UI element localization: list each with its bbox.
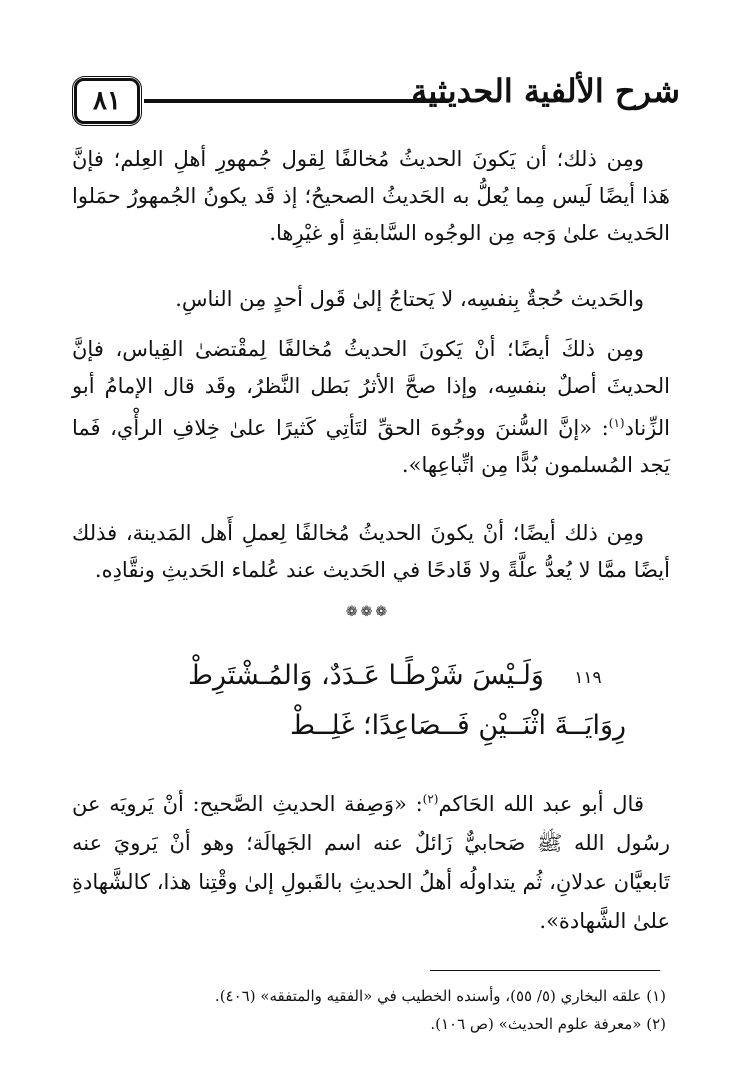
paragraph-hakim-text-b: : «وَصِفة الحديثِ الصَّحيح: أنْ يَرويَه عن رسُول الله ﷺ صَحابيٌّ زَائلٌ عنه اسم الجَهالَة؛ وهو أنْ يَرويَ عنه تَابعيَّان عدلانِ، ثُم يتداولُه أهلُ الحديثِ بالقَبولِ إلىٰ وقْتِنا هذا، كالشَّهادةِ علىٰ الشَّهادة». xyxy=(72,792,670,933)
paragraph-qiyas xyxy=(72,331,670,484)
footnote-1: (١) علقه البخاري (٥/ ٥٥)، وأسنده الخطيب في «الفقيه والمتفقه» (٤٠٦). xyxy=(214,987,666,1005)
footnote-separator xyxy=(430,970,660,971)
paragraph-hakim xyxy=(72,780,670,941)
paragraph-qiyas-text-a: ومِن ذلكَ أيضًا؛ أنْ يَكونَ الحديثُ مُخالفًا لِمقْتضىٰ القِياس، فإنَّ الحديثَ أصلٌ بنفسِه، وإذا صحَّ الأثرُ بَطل النَّظرُ، وقَد قال الإمامُ أبو الزِّناد xyxy=(72,337,670,440)
verse-line-2: رِوَايَــةَ اثْنَــيْنِ فَــصَاعِدًا؛ غَلِــطْ xyxy=(289,710,627,741)
page-number-text: ٨١ xyxy=(93,86,121,116)
page-number xyxy=(74,78,140,124)
paragraph-jumhur: ومِن ذلك؛ أن يَكونَ الحديثُ مُخالفًا لِقول جُمهورِ أهلِ العِلم؛ فإنَّ هَذا أيضًا لَيس مِما يُعلُّ به الحَديثُ الصحيحُ؛ إذ قَد يكونُ الجُمهورُ حمَلوا الحَديث علىٰ وَجه مِن الوجُوه السَّابقةِ أو غيْرِها. xyxy=(72,147,670,245)
verse-number: ١١٩ xyxy=(574,668,602,688)
paragraph-madina: ومِن ذلك أيضًا؛ أنْ يكونَ الحديثُ مُخالفًا لِعملِ أَهل المَدينة، فذلك أيضًا ممَّا لا يُعدُّ علَّةً ولا قَادحًا في الحَديث عند عُلماء الحَديثِ ونقَّادِه. xyxy=(72,521,670,582)
footnote-ref-1: (١) xyxy=(608,416,625,430)
footnote-ref-2: (٢) xyxy=(422,792,439,806)
book-title: شرح الألفية الحديثية xyxy=(411,72,680,110)
paragraph-hujja: والحَديث حُجةٌ بِنفسِه، لا يَحتاجُ إلىٰ قَول أحدٍ مِن الناسِ. xyxy=(175,287,644,311)
section-separator: ❁❁❁ xyxy=(345,604,391,620)
footnote-2: (٢) «معرفة علوم الحديث» (ص ١٠٦). xyxy=(430,1015,666,1033)
verse-line-1: وَلَـيْسَ شَرْطًـا عَـدَدٌ، وَالمُـشْتَرِطْ xyxy=(188,660,544,691)
paragraph-qiyas-text-b: : «إنَّ السُّننَ ووجُوهَ الحقِّ لتَأتِي كَثيرًا علىٰ خِلافِ الرأْي، فَما يَجد المُسلمون بُدًّا مِن اتِّباعِها». xyxy=(72,416,670,477)
paragraph-hakim-text-a: قال أبو عبد الله الحَاكم xyxy=(438,792,644,816)
header-rule xyxy=(144,99,449,103)
